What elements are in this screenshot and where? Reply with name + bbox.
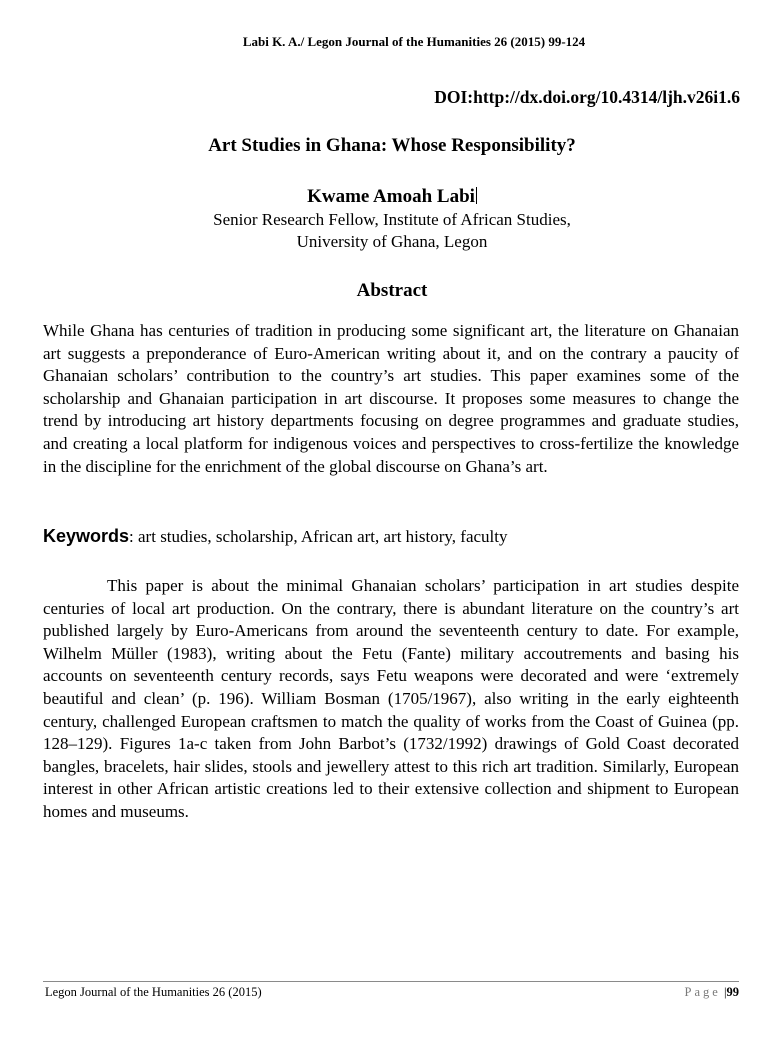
- footer-page-number: 99: [726, 985, 739, 999]
- footer-page-word: Page: [684, 985, 721, 999]
- doi-link[interactable]: DOI:http://dx.doi.org/10.4314/ljh.v26i1.6: [434, 87, 740, 107]
- abstract-text: While Ghana has centuries of tradition in producing some significant art, the literature on Ghanaian art suggests a preponderance of Euro-American writing about it, and on the contrary a paucity of Ghanaian scholars’ contribution to the country’s art studies. This paper examines some of the scholarship and Ghanaian participation in art discourse. It proposes some measures to change the trend by introducing art history departments focusing on degree programmes and graduate studies, and creating a local platform for indigenous voices and perspectives to cross-fertilize the knowledge in the discipline for the enrichment of the global discourse on Ghana’s art.: [43, 321, 739, 476]
- footer-page-separator: |: [720, 985, 727, 999]
- footer-journal: Legon Journal of the Humanities 26 (2015): [45, 985, 262, 999]
- affiliation-line-2: University of Ghana, Legon: [296, 232, 488, 251]
- text-cursor: [476, 187, 477, 204]
- keywords-line: [43, 526, 739, 547]
- author-name: Kwame Amoah Labi: [307, 186, 475, 207]
- running-header: Labi K. A./ Legon Journal of the Humanities 26 (2015) 99-124: [242, 34, 586, 49]
- body-paragraph: This paper is about the minimal Ghanaian scholars’ participation in art studies despite centuries of local art production. On the contrary, there is abundant literature on the country’s art published largely by Euro-Americans from around the seventeenth century to date. For example, Wilhelm Müller (1983), writing about the Fetu (Fante) military accoutrements and basing his accounts on seventeenth century records, says Fetu weapons were decorated and were ‘extremely beautiful and clean’ (p. 196). William Bosman (1705/1967), also writing in the early eighteenth century, challenged European craftsmen to match the quality of works from the Coast of Guinea (pp. 128–129). Figures 1a-c taken from John Barbot’s (1732/1992) drawings of Gold Coast decorated bangles, bracelets, hair slides, stools and jewellery attest to this rich art tradition. Similarly, European interest in other African artistic creations led to their extensive collection and shipment to European homes and museums.: [43, 576, 739, 821]
- article-title: Art Studies in Ghana: Whose Responsibility?: [208, 135, 576, 156]
- keywords-terms: art studies, scholarship, African art, art history, faculty: [133, 527, 508, 546]
- keywords-separator: :: [129, 527, 134, 546]
- footer-divider: [43, 981, 739, 982]
- footer-page: [685, 985, 739, 1000]
- affiliation-line-1: Senior Research Fellow, Institute of African Studies,: [213, 210, 571, 229]
- keywords-label: Keywords: [43, 526, 130, 546]
- author-line: [0, 186, 784, 208]
- abstract-heading: Abstract: [356, 280, 428, 301]
